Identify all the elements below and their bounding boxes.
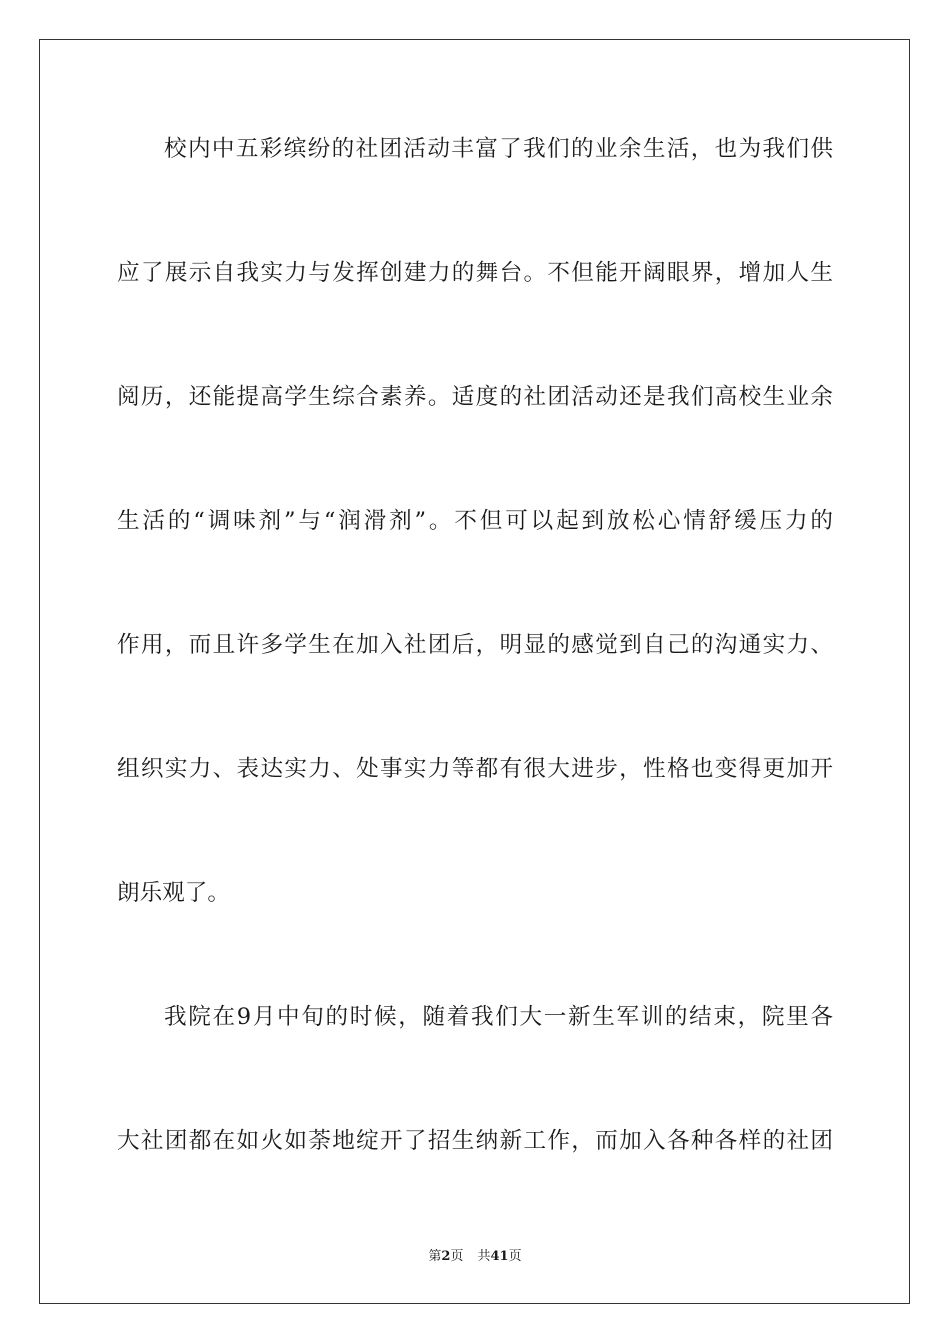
total-suffix: 页 [508, 1249, 522, 1264]
page-suffix: 页 [450, 1249, 464, 1264]
document-body [117, 118, 833, 1234]
paragraph-line: 大社团都在如火如荼地绽开了招生纳新工作，而加入各种各样的社团 [117, 1128, 833, 1154]
paragraph-line: 阅历，还能提高学生综合素养。适度的社团活动还是我们高校生业余 [117, 384, 833, 410]
paragraph-line: 校内中五彩缤纷的社团活动丰富了我们的业余生活，也为我们供 [164, 136, 833, 162]
page-number: 2 [441, 1249, 451, 1264]
page-footer [0, 1245, 950, 1264]
paragraph-line: 朗乐观了。 [117, 880, 230, 906]
paragraph-line: 应了展示自我实力与发挥创建力的舞台。不但能开阔眼界，增加人生 [117, 260, 833, 286]
paragraph-line: 组织实力、表达实力、处事实力等都有很大进步，性格也变得更加开 [117, 756, 833, 782]
total-prefix: 共 [477, 1249, 491, 1264]
paragraph-line: 作用，而且许多学生在加入社团后，明显的感觉到自己的沟通实力、 [117, 632, 833, 658]
paragraph-line: 我院在9月中旬的时候，随着我们大一新生军训的结束，院里各 [164, 1004, 833, 1030]
total-pages: 41 [490, 1249, 509, 1264]
page-prefix: 第 [428, 1249, 442, 1264]
paragraph-line: 生活的“调味剂”与“润滑剂”。不但可以起到放松心情舒缓压力的 [117, 508, 833, 534]
